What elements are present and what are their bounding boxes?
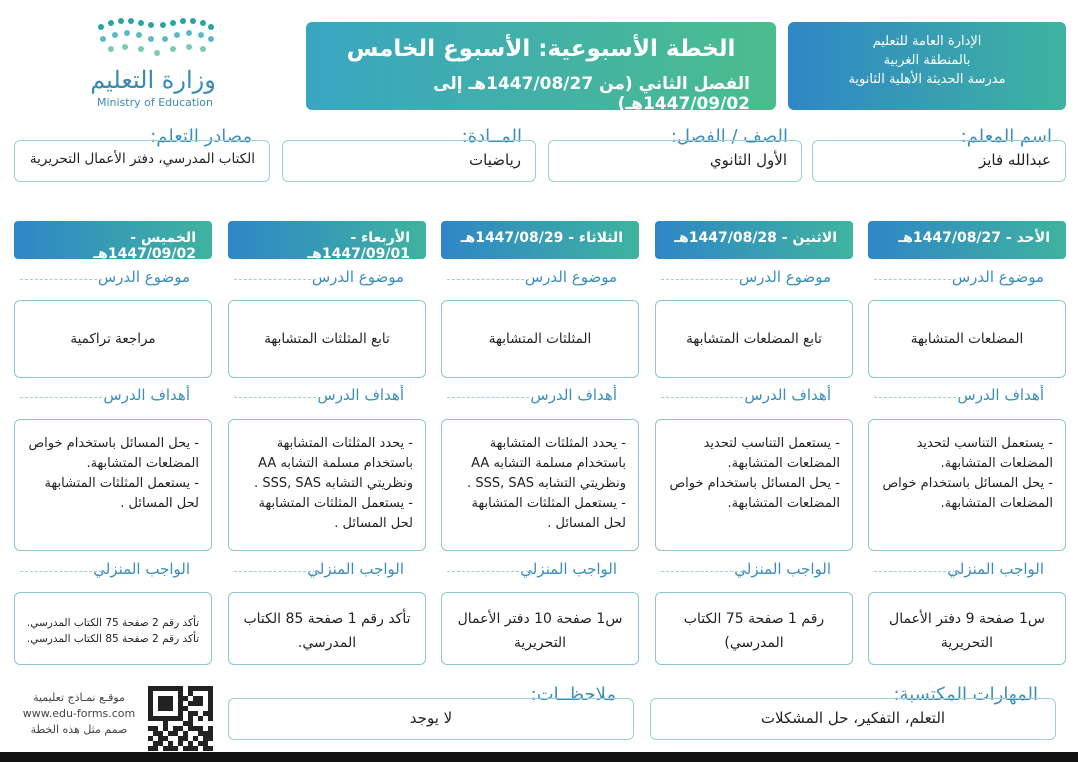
goals-label: أهداف الدرس: [868, 386, 1066, 408]
homework-label: الواجب المنزلي: [441, 560, 639, 582]
site-url[interactable]: www.edu-forms.com: [22, 707, 136, 720]
day-header: الخميس - 1447/09/02هـ: [14, 221, 212, 259]
site-line-1: موقـع نمـاذج تعليمية: [33, 691, 125, 704]
bottom-bar: [0, 752, 1078, 762]
goals-cell: - يحدد المثلثات المتشابهة باستخدام مسلمة التشابه AA ونظريتي التشابه SSS, SAS . - يستعمل المثلثات المتشابهة لحل المسائل .: [441, 419, 639, 551]
homework-cell: رقم 1 صفحة 75 الكتاب المدرسي): [655, 592, 853, 665]
topic-label: موضوع الدرس: [441, 268, 639, 290]
qr-code-icon[interactable]: [148, 686, 212, 750]
notes-field: لا يوجد: [228, 698, 634, 740]
topic-cell: تابع المثلثات المتشابهة: [228, 300, 426, 378]
topic-label: موضوع الدرس: [655, 268, 853, 290]
plan-title-box: [306, 22, 776, 114]
day-header: الاثنين - 1447/08/28هـ: [655, 221, 853, 259]
homework-label: الواجب المنزلي: [14, 560, 212, 582]
ministry-name-ar: وزارة التعليم: [90, 66, 216, 94]
goals-label: أهداف الدرس: [441, 386, 639, 408]
goals-cell: - يستعمل التناسب لتحديد المضلعات المتشابهة. - يحل المسائل باستخدام خواص المضلعات المتشابهة.: [868, 419, 1066, 551]
topic-label: موضوع الدرس: [14, 268, 212, 290]
teacher-field: عبدالله فايز: [812, 140, 1066, 182]
admin-line-3: مدرسة الحديثة الأهلية الثانوية: [848, 72, 1006, 87]
goals-label: أهداف الدرس: [14, 386, 212, 408]
homework-cell: س1 صفحة 10 دفتر الأعمال التحريرية: [441, 592, 639, 665]
sources-field: الكتاب المدرسي، دفتر الأعمال التحريرية: [14, 140, 270, 182]
admin-line-2: بالمنطقة الغربية: [883, 53, 971, 68]
homework-cell: س1 صفحة 9 دفتر الأعمال التحريرية: [868, 592, 1066, 665]
topic-label: موضوع الدرس: [228, 268, 426, 290]
subject-label: المــادة:: [461, 126, 522, 147]
skills-field: التعلم، التفكير، حل المشكلات: [650, 698, 1056, 740]
goals-cell: - يستعمل التناسب لتحديد المضلعات المتشابهة. - يحل المسائل باستخدام خواص المضلعات المتشابهة.: [655, 419, 853, 551]
homework-cell: تأكد رقم 2 صفحة 75 الكتاب المدرسي. تأكد رقم 2 صفحة 85 الكتاب المدرسي.: [14, 592, 212, 665]
teacher-label: اسم المعلم:: [960, 126, 1052, 147]
grade-field: الأول الثانوي: [548, 140, 802, 182]
homework-label: الواجب المنزلي: [868, 560, 1066, 582]
goals-cell: - يحدد المثلثات المتشابهة باستخدام مسلمة التشابه AA ونظريتي التشابه SSS, SAS . - يستعمل المثلثات المتشابهة لحل المسائل .: [228, 419, 426, 551]
notes-label: ملاحظــات:: [530, 684, 616, 705]
topic-cell: المضلعات المتشابهة: [868, 300, 1066, 378]
topic-cell: مراجعة تراكمية: [14, 300, 212, 378]
admin-line-1: الإدارة العامة للتعليم: [872, 34, 982, 49]
subject-field: رياضيات: [282, 140, 536, 182]
admin-box: [788, 22, 1066, 110]
site-info: [16, 690, 142, 738]
skills-label: المهارات المكتسبة:: [893, 684, 1038, 705]
logo-dots-icon: [98, 18, 213, 58]
goals-cell: - يحل المسائل باستخدام خواص المضلعات المتشابهة. - يستعمل المثلثات المتشابهة لحل المسائل .: [14, 419, 212, 551]
plan-title: الخطة الأسبوعية: الأسبوع الخامس: [346, 36, 736, 62]
ministry-logo: [40, 14, 240, 114]
homework-label: الواجب المنزلي: [655, 560, 853, 582]
day-header: الأحد - 1447/08/27هـ: [868, 221, 1066, 259]
goals-label: أهداف الدرس: [655, 386, 853, 408]
day-header: الأربعاء - 1447/09/01هـ: [228, 221, 426, 259]
grade-label: الصف / الفصل:: [670, 126, 788, 147]
site-line-3: صمم مثل هذه الخطة: [30, 723, 128, 736]
goals-label: أهداف الدرس: [228, 386, 426, 408]
sources-label: مصادر التعلم:: [150, 126, 252, 147]
day-header: الثلاثاء - 1447/08/29هـ: [441, 221, 639, 259]
topic-label: موضوع الدرس: [868, 268, 1066, 290]
plan-term: الفصل الثاني (من 1447/08/27هـ إلى 1447/09/02هـ): [433, 74, 750, 114]
topic-cell: المثلثات المتشابهة: [441, 300, 639, 378]
topic-cell: تابع المضلعات المتشابهة: [655, 300, 853, 378]
homework-label: الواجب المنزلي: [228, 560, 426, 582]
homework-cell: تأكد رقم 1 صفحة 85 الكتاب المدرسي.: [228, 592, 426, 665]
ministry-name-en: Ministry of Education: [96, 96, 213, 109]
